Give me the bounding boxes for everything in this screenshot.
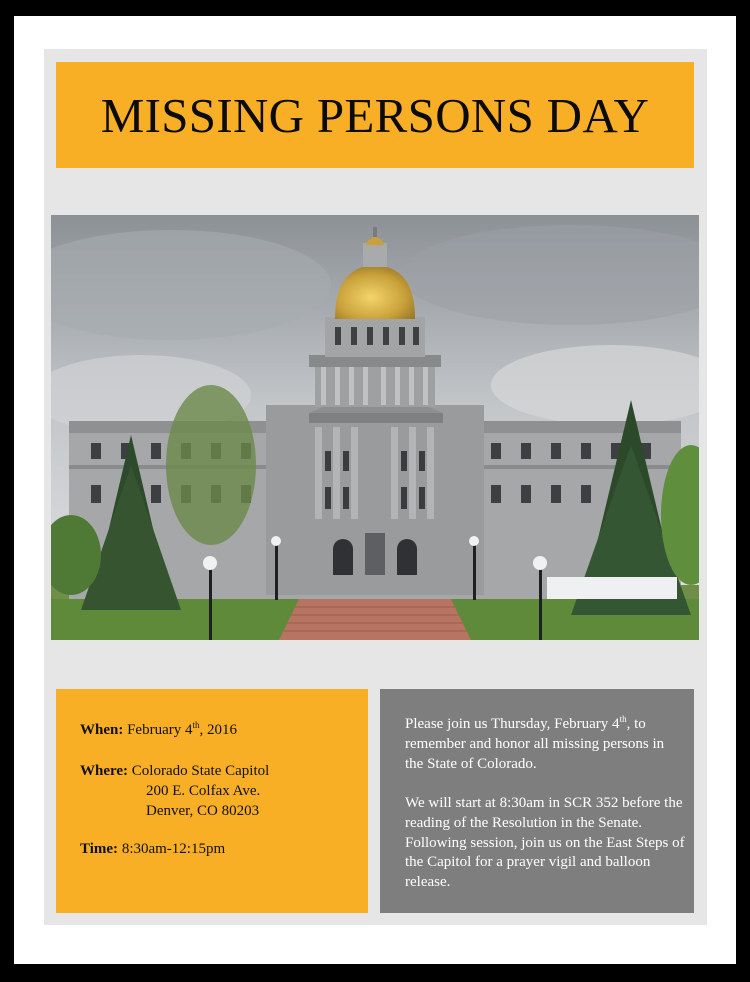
- para1-start: Please join us Thursday, February 4: [405, 716, 620, 732]
- invitation-text: [380, 689, 694, 913]
- when-line: [80, 722, 237, 739]
- invitation-paragraph-2: We will start at 8:30am in SCR 352 before the reading of the Resolution in the Senate. Following session, join us on the East Steps of the Capitol for a prayer vigil and balloon release.: [405, 795, 685, 891]
- when-sup: th: [192, 720, 200, 730]
- where-address-city: Denver, CO 80203: [146, 803, 260, 819]
- when-year: , 2016: [199, 722, 238, 738]
- para1-sup: th: [619, 714, 627, 724]
- where-value: Colorado State Capitol: [131, 763, 270, 779]
- page-title: MISSING PERSONS DAY: [100, 87, 650, 143]
- time-value: 8:30am-12:15pm: [121, 841, 226, 857]
- invitation-paragraph-1: [405, 715, 685, 774]
- when-label: When:: [80, 722, 124, 738]
- where-label: Where:: [80, 763, 129, 779]
- title-banner: [56, 62, 694, 168]
- time-label: Time:: [80, 841, 119, 857]
- capitol-photo: [51, 215, 699, 640]
- where-address-street: 200 E. Colfax Ave.: [146, 783, 261, 799]
- flyer-page: [14, 16, 736, 964]
- capitol-illustration: [51, 215, 699, 640]
- where-line: [80, 763, 269, 780]
- time-line: [80, 841, 225, 858]
- when-value: February 4: [127, 722, 193, 738]
- event-details: [56, 689, 368, 913]
- flyer-panel: [44, 49, 707, 925]
- para1-end: , to remember and honor all missing persons in the State of Colorado.: [405, 716, 665, 772]
